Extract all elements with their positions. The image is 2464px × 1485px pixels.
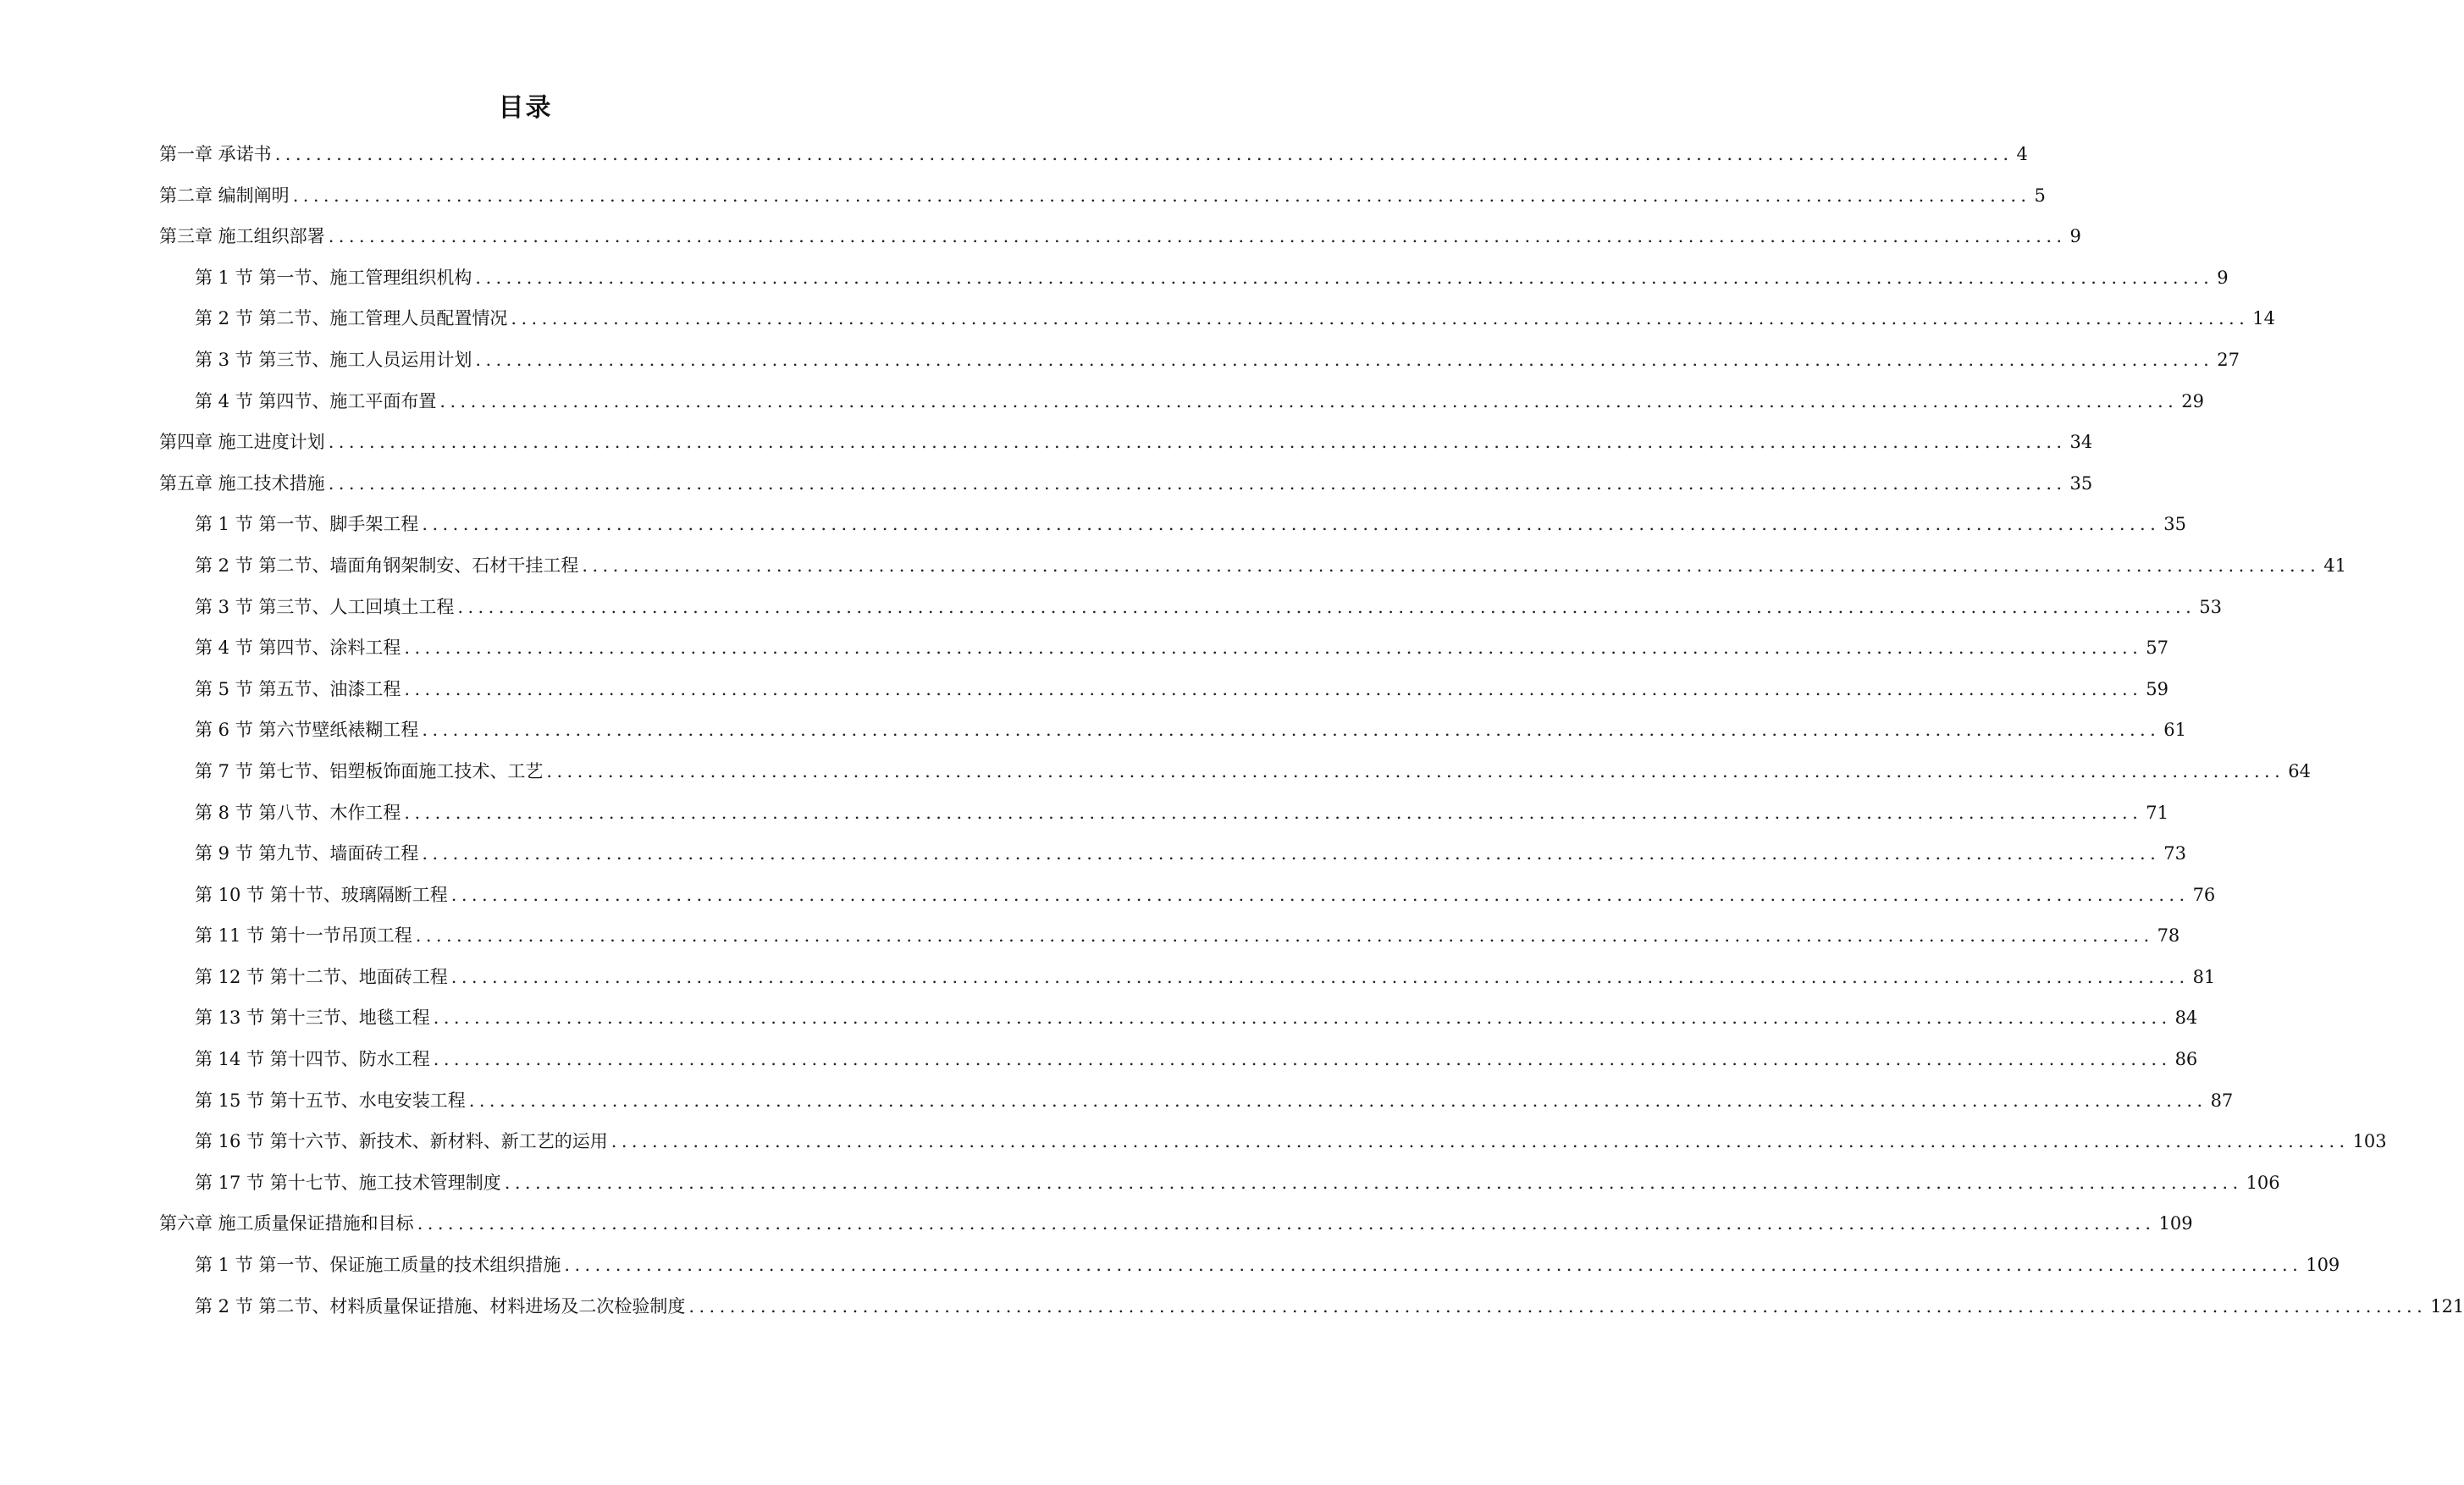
toc-page-number: 29 — [2181, 390, 2204, 411]
toc-entry-label: 第 15 节 第十五节、水电安装工程 — [195, 1090, 466, 1111]
toc-chapter-entry[interactable] — [0, 142, 2028, 184]
toc-page-number: 73 — [2163, 843, 2186, 864]
toc-leader-dots: .......................................................................................................................................................................... — [546, 760, 2285, 781]
toc-entry-label: 第 12 节 第十二节、地面砖工程 — [195, 966, 448, 987]
toc-leader-dots: .......................................................................................................................................................................... — [433, 1007, 2172, 1029]
toc-page-number: 109 — [2306, 1255, 2340, 1276]
toc-page-number: 35 — [2069, 472, 2093, 494]
toc-entry-label: 第 5 节 第五节、油漆工程 — [195, 678, 401, 699]
toc-section-entry[interactable] — [0, 965, 2216, 1007]
toc-chapter-entry[interactable] — [0, 184, 2046, 225]
toc-page-number: 109 — [2158, 1213, 2193, 1234]
toc-leader-dots: .......................................................................................................................................................................... — [328, 226, 2067, 247]
toc-leader-dots: .......................................................................................................................................................................... — [328, 432, 2067, 453]
toc-section-entry[interactable] — [0, 801, 2168, 842]
toc-entry-label: 第 4 节 第四节、施工平面布置 — [195, 390, 437, 411]
toc-page-number: 103 — [2352, 1131, 2387, 1152]
toc-section-entry[interactable] — [0, 1006, 2198, 1047]
toc-leader-dots: .......................................................................................................................................................................... — [292, 185, 2031, 206]
toc-chapter-entry[interactable] — [0, 224, 2081, 266]
toc-leader-dots: .......................................................................................................................................................................... — [688, 1295, 2428, 1317]
toc-entry-label: 第 1 节 第一节、脚手架工程 — [195, 514, 419, 535]
toc-list — [0, 142, 2464, 1335]
toc-page-number: 9 — [2069, 226, 2081, 247]
toc-section-entry[interactable] — [0, 554, 2346, 595]
toc-page-number: 86 — [2174, 1049, 2198, 1070]
toc-page-number: 84 — [2174, 1007, 2198, 1029]
toc-entry-label: 第 14 节 第十四节、防水工程 — [195, 1049, 430, 1070]
toc-page-number: 59 — [2146, 678, 2168, 699]
toc-entry-label: 第 3 节 第三节、人工回填土工程 — [195, 596, 455, 617]
toc-page-number: 81 — [2192, 966, 2216, 987]
toc-section-entry[interactable] — [0, 1253, 2340, 1295]
toc-leader-dots: .......................................................................................................................................................................... — [274, 144, 2014, 164]
toc-page-number: 4 — [2016, 144, 2028, 164]
toc-section-entry[interactable] — [0, 883, 2216, 925]
toc-leader-dots: .......................................................................................................................................................................... — [404, 678, 2143, 699]
toc-page-number: 61 — [2163, 720, 2186, 741]
toc-entry-label: 第 2 节 第二节、材料质量保证措施、材料进场及二次检验制度 — [195, 1295, 686, 1317]
toc-leader-dots: .......................................................................................................................................................................... — [422, 514, 2161, 535]
toc-page-number: 57 — [2146, 638, 2168, 659]
toc-leader-dots: .......................................................................................................................................................................... — [450, 966, 2190, 987]
toc-leader-dots: .......................................................................................................................................................................... — [582, 555, 2321, 576]
toc-page-number: 41 — [2323, 555, 2346, 576]
toc-section-entry[interactable] — [0, 636, 2168, 677]
toc-section-entry[interactable] — [0, 842, 2186, 883]
toc-entry-label: 第二章 编制阐明 — [159, 185, 290, 206]
toc-title: 目录 — [498, 93, 553, 123]
toc-page-number: 76 — [2192, 884, 2216, 905]
toc-entry-label: 第 13 节 第十三节、地毯工程 — [195, 1007, 430, 1029]
toc-page-number: 64 — [2288, 760, 2311, 781]
toc-page-number: 27 — [2217, 349, 2240, 370]
toc-leader-dots: .......................................................................................................................................................................... — [450, 884, 2190, 905]
toc-section-entry[interactable] — [0, 1089, 2234, 1130]
toc-entry-label: 第 1 节 第一节、施工管理组织机构 — [195, 267, 472, 288]
toc-entry-label: 第 8 节 第八节、木作工程 — [195, 802, 401, 823]
toc-section-entry[interactable] — [0, 266, 2229, 307]
toc-page-number: 34 — [2069, 432, 2093, 453]
toc-entry-label: 第 4 节 第四节、涂料工程 — [195, 638, 401, 659]
toc-page-number: 87 — [2210, 1090, 2234, 1111]
toc-page-number: 78 — [2157, 925, 2180, 947]
toc-section-entry[interactable] — [0, 924, 2180, 965]
toc-entry-label: 第 6 节 第六节壁纸裱糊工程 — [195, 720, 419, 741]
toc-section-entry[interactable] — [0, 718, 2186, 759]
toc-entry-label: 第 3 节 第三节、施工人员运用计划 — [195, 349, 472, 370]
toc-section-entry[interactable] — [0, 512, 2186, 554]
toc-section-entry[interactable] — [0, 759, 2311, 801]
toc-chapter-entry[interactable] — [0, 430, 2093, 472]
toc-leader-dots: .......................................................................................................................................................................... — [422, 720, 2161, 741]
toc-entry-label: 第一章 承诺书 — [159, 144, 272, 164]
toc-leader-dots: .......................................................................................................................................................................... — [475, 349, 2214, 370]
toc-leader-dots: .......................................................................................................................................................................... — [610, 1131, 2350, 1152]
toc-leader-dots: .......................................................................................................................................................................... — [504, 1172, 2243, 1193]
toc-section-entry[interactable] — [0, 306, 2275, 348]
toc-entry-label: 第 2 节 第二节、墙面角钢架制安、石材干挂工程 — [195, 555, 579, 576]
toc-page-number: 35 — [2163, 514, 2186, 535]
toc-section-entry[interactable] — [0, 348, 2240, 389]
toc-page-number: 9 — [2217, 267, 2229, 288]
toc-leader-dots: .......................................................................................................................................................................... — [433, 1049, 2172, 1070]
toc-leader-dots: .......................................................................................................................................................................... — [422, 843, 2161, 864]
toc-page-number: 53 — [2199, 596, 2222, 617]
toc-entry-label: 第 17 节 第十七节、施工技术管理制度 — [195, 1172, 501, 1193]
toc-leader-dots: .......................................................................................................................................................................... — [417, 1213, 2156, 1234]
toc-entry-label: 第三章 施工组织部署 — [159, 226, 325, 247]
toc-leader-dots: .......................................................................................................................................................................... — [328, 472, 2067, 494]
toc-leader-dots: .......................................................................................................................................................................... — [415, 925, 2154, 947]
toc-leader-dots: .......................................................................................................................................................................... — [468, 1090, 2207, 1111]
toc-leader-dots: .......................................................................................................................................................................... — [564, 1255, 2303, 1276]
toc-leader-dots: .......................................................................................................................................................................... — [511, 308, 2250, 329]
toc-entry-label: 第六章 施工质量保证措施和目标 — [159, 1213, 414, 1234]
toc-leader-dots: .......................................................................................................................................................................... — [404, 802, 2143, 823]
toc-section-entry[interactable] — [0, 595, 2222, 637]
toc-chapter-entry[interactable] — [0, 472, 2093, 513]
toc-entry-label: 第五章 施工技术措施 — [159, 472, 325, 494]
toc-page-number: 71 — [2146, 802, 2168, 823]
toc-entry-label: 第四章 施工进度计划 — [159, 432, 325, 453]
toc-entry-label: 第 10 节 第十节、玻璃隔断工程 — [195, 884, 448, 905]
toc-page-number: 14 — [2252, 308, 2275, 329]
toc-entry-label: 第 11 节 第十一节吊顶工程 — [195, 925, 412, 947]
toc-leader-dots: .......................................................................................................................................................................... — [439, 390, 2179, 411]
toc-entry-label: 第 2 节 第二节、施工管理人员配置情况 — [195, 308, 508, 329]
toc-entry-label: 第 7 节 第七节、铝塑板饰面施工技术、工艺 — [195, 760, 544, 781]
toc-chapter-entry[interactable] — [0, 1212, 2193, 1253]
toc-section-entry[interactable] — [0, 677, 2168, 719]
toc-section-entry[interactable] — [0, 1295, 2464, 1336]
toc-entry-label: 第 9 节 第九节、墙面砖工程 — [195, 843, 419, 864]
toc-section-entry[interactable] — [0, 1171, 2280, 1212]
toc-leader-dots: .......................................................................................................................................................................... — [457, 596, 2196, 617]
toc-page-number: 121 — [2430, 1295, 2464, 1317]
toc-entry-label: 第 16 节 第十六节、新技术、新材料、新工艺的运用 — [195, 1131, 608, 1152]
toc-page-number: 106 — [2246, 1172, 2280, 1193]
toc-section-entry[interactable] — [0, 389, 2204, 431]
toc-leader-dots: .......................................................................................................................................................................... — [404, 638, 2143, 659]
toc-entry-label: 第 1 节 第一节、保证施工质量的技术组织措施 — [195, 1255, 561, 1276]
toc-section-entry[interactable] — [0, 1047, 2198, 1089]
toc-page-number: 5 — [2034, 185, 2046, 206]
toc-section-entry[interactable] — [0, 1129, 2387, 1171]
toc-leader-dots: .......................................................................................................................................................................... — [475, 267, 2214, 288]
